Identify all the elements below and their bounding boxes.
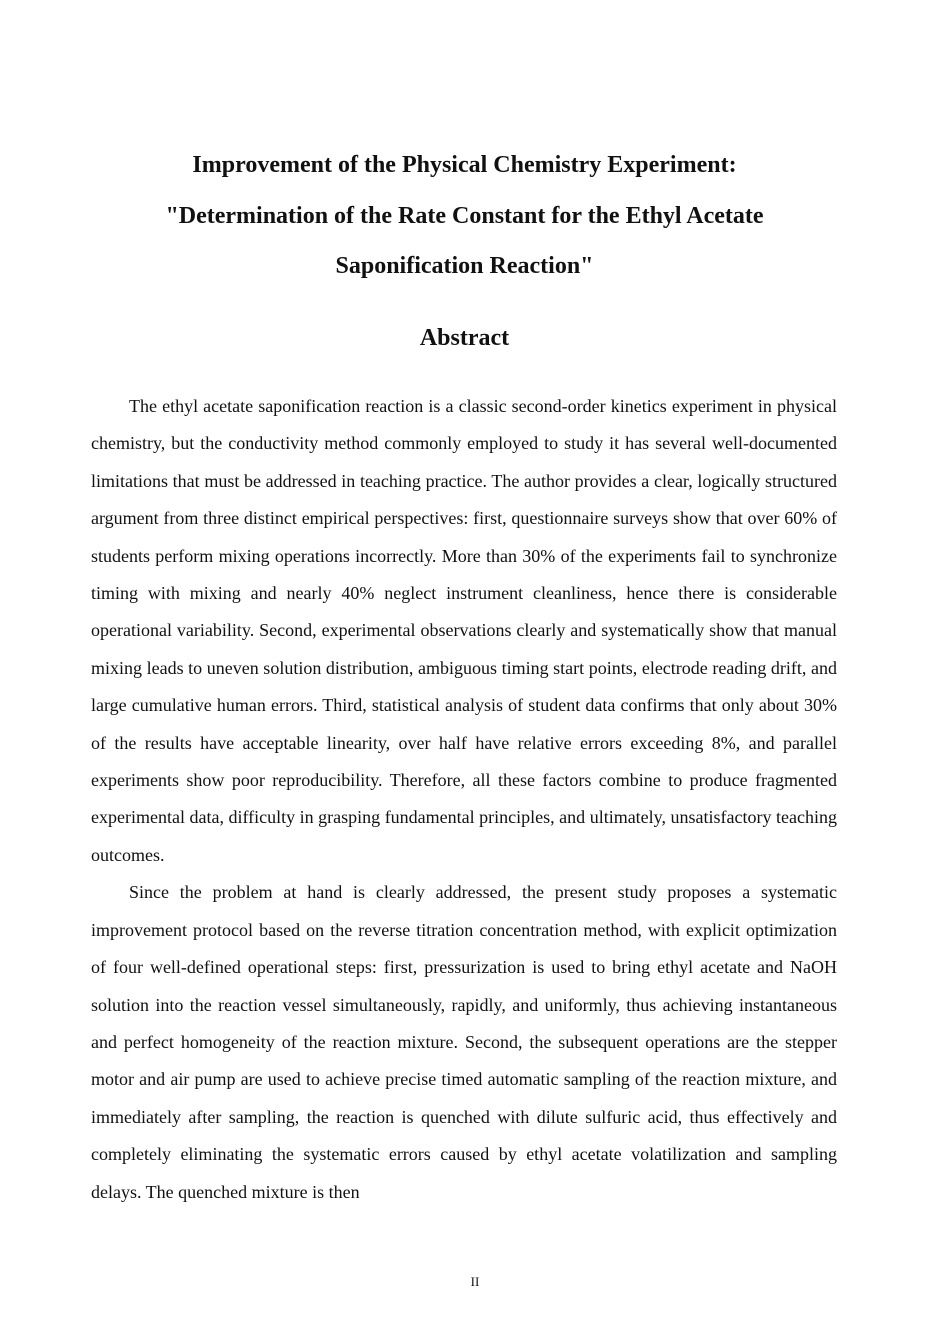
page-number: II (470, 1274, 480, 1289)
abstract-heading: Abstract (419, 325, 510, 351)
abstract-paragraph-1: The ethyl acetate saponification reaction is a classic second-order kinetics experiment in physical chemistry, but the conductivity method commonly employed to study it has several well-documented limitations that must be addressed in teaching practice. The author provides a clear, logically structured argument from three distinct empirical perspectives: first, questionnaire surveys show that over 60% of students perform mixing operations incorrectly. More than 30% of the experiments fail to synchronize timing with mixing and nearly 40% neglect instrument cleanliness, hence there is considerable operational variability. Second, experimental observations clearly and systematically show that manual mixing leads to uneven solution distribution, ambiguous timing start points, electrode reading drift, and large cumulative human errors. Third, statistical analysis of student data confirms that only about 30% of the results have acceptable linearity, over half have relative errors exceeding 8%, and parallel experiments show poor reproducibility. Therefore, all these factors combine to produce fragmented experimental data, difficulty in grasping fundamental principles, and ultimately, unsatisfactory teaching outcomes. (91, 396, 837, 865)
title-line-1: Improvement of the Physical Chemistry Experiment: (192, 152, 737, 178)
abstract-paragraph-2: Since the problem at hand is clearly addressed, the present study proposes a systematic improvement protocol based on the reverse titration concentration method, with explicit optimization of four well-defined operational steps: first, pressurization is used to bring ethyl acetate and NaOH solution into the reaction vessel simultaneously, rapidly, and uniformly, thus achieving instantaneous and perfect homogeneity of the reaction mixture. Second, the subsequent operations are the stepper motor and air pump are used to achieve precise timed automatic sampling of the reaction mixture, and immediately after sampling, the reaction is quenched with dilute sulfuric acid, thus effectively and completely eliminating the systematic errors caused by ethyl acetate volatilization and sampling delays. The quenched mixture is then (91, 882, 837, 1202)
abstract-body (91, 388, 837, 1211)
document-title (92, 140, 837, 292)
title-line-3: Saponification Reaction" (335, 253, 594, 279)
title-line-2: "Determination of the Rate Constant for the Ethyl Acetate (165, 202, 764, 229)
